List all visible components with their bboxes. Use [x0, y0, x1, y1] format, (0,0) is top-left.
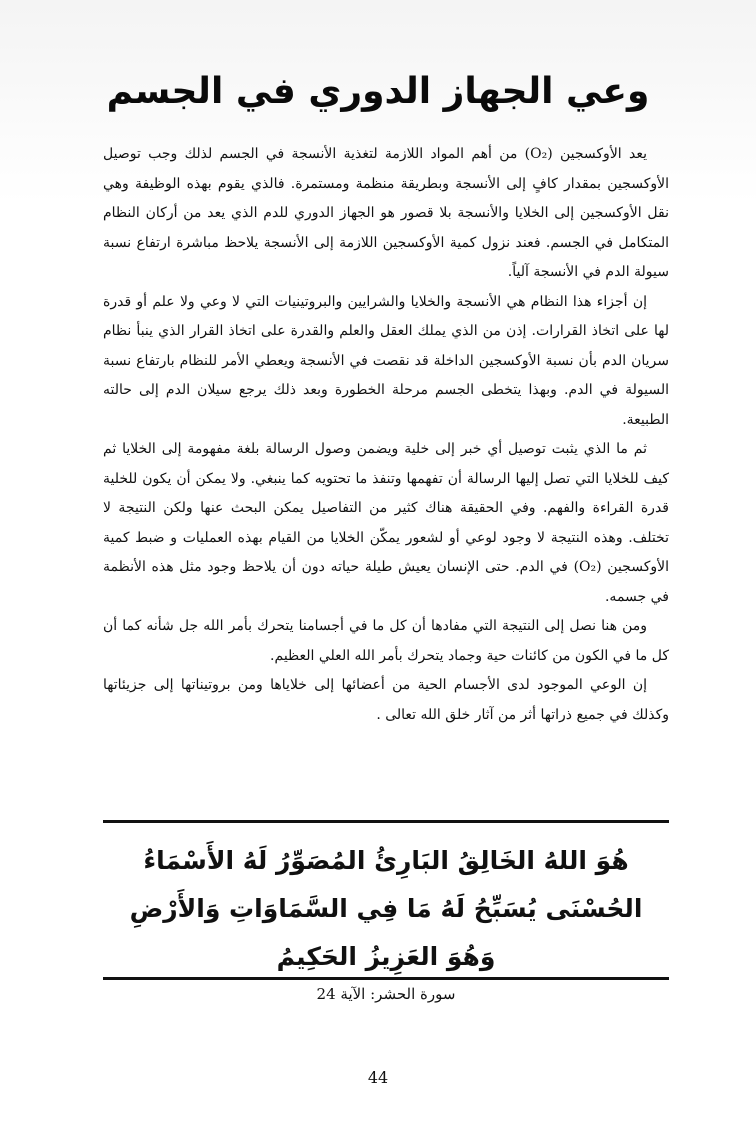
page-title: وعي الجهاز الدوري في الجسم — [106, 71, 650, 112]
page-number: 44 — [367, 1068, 389, 1087]
paragraph-1: يعد الأوكسجين (O₂) من أهم المواد اللازمة لتغذية الأنسجة في الجسم لذلك وجب توصيل الأوكسجين بمقدار كافٍ إلى الأنسجة وبطريقة منظمة ومستمرة. فالذي يقوم بهذه الوظيفة وهي نقل الأوكسجين إلى الخلايا والأنسجة بلا قصور هو الجهاز الدوري للدم الذي يعد من أركان النظام المتكامل في الجسم. فعند نزول كمية الأوكسجين اللازمة إلى الأنسجة يلاحظ مباشرة ارتفاع نسبة سيولة الدم في الأنسجة آلياً. — [103, 146, 669, 280]
paragraph-2: إن أجزاء هذا النظام هي الأنسجة والخلايا والشرايين والبروتينيات التي لا وعي ولا علم أو قدرة لها على اتخاذ القرارات. إذن من الذي يملك العقل والعلم والقدرة على اتخاذ القرار الذي ينبأ نظام سريان الدم بأن نسبة الأوكسجين الداخلة قد نقصت في الأنسجة ويعطي الأمر للنظام بارتفاع نسبة السيولة في الدم. وبهذا يتخطى الجسم مرحلة الخطورة وبعد ذلك يرجع سيلان الدم إلى حالته الطبيعة. — [103, 293, 669, 428]
quran-verse-box — [103, 820, 669, 1003]
body-text — [103, 140, 669, 730]
quran-verse-text: هُوَ اللهُ الخَالِقُ البَارِئُ المُصَوِّرُ لَهُ الأَسْمَاءُ الحُسْنَى يُسَبِّحُ لَهُ مَا فِي السَّمَاوَاتِ وَالأَرْضِ وَهُوَ العَزِيزُ الحَكِيمُ — [129, 846, 643, 971]
paragraph-4: ومن هنا نصل إلى النتيجة التي مفادها أن كل ما في أجسامنا يتحرك بأمر الله جل شأنه كما أن كل ما في الكون من كائنات حية وجماد يتحرك بأمر الله العلي العظيم. — [103, 618, 669, 664]
paragraph-3: ثم ما الذي يثبت توصيل أي خبر إلى خلية ويضمن وصول الرسالة بلغة مفهومة إلى الخلايا ثم كيف للخلايا التي تصل إليها الرسالة أن تفهمها وتنفذ ما تحتويه كما ينبغي. ولا يمكن أن يكون للخلية قدرة القراءة والفهم. وفي الحقيقة هناك كثير من التفاصيل يمكن البحث عنها ولكن النتيجة لا تختلف. وهذه النتيجة لا وجود لوعي أو لشعور يمكّن الخلايا من القيام بهذه العمليات و ضبط كمية الأوكسجين (O₂) في الدم. حتى الإنسان يعيش طيلة حياته دون أن يلاحظ وجود مثل هذه الأنظمة في جسمه. — [103, 441, 670, 605]
quran-verse-reference: سورة الحشر: الآية 24 — [316, 985, 456, 1003]
paragraph-5: إن الوعي الموجود لدى الأجسام الحية من أعضائها إلى خلاياها ومن بروتيناتها إلى جزيئاتها وكذلك في جميع ذراتها أثر من آثار خلق الله تعالى . — [103, 677, 669, 723]
